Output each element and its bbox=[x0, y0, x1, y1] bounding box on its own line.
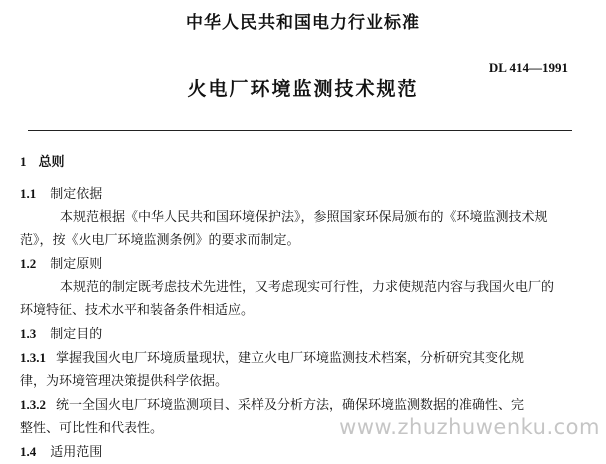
paragraph-line: 环境特征、技术水平和装备条件相适应。 bbox=[20, 303, 255, 318]
section-heading-1-3 bbox=[20, 322, 576, 346]
clause-text: 统一全国火电厂环境监测项目、采样及分析方法，确保环境监测数据的准确性、完 bbox=[56, 398, 525, 413]
site-watermark: www.zhuzhuwenku.com bbox=[339, 415, 600, 439]
section-heading-1-2 bbox=[20, 252, 576, 276]
section-title: 制定依据 bbox=[50, 187, 103, 202]
document-title: 火电厂环境监测技术规范 bbox=[187, 78, 419, 100]
header-divider bbox=[28, 130, 572, 131]
section-number: 1.3 bbox=[20, 326, 37, 341]
section-number: 1 bbox=[20, 154, 27, 169]
section-heading-1-4 bbox=[20, 440, 576, 464]
standard-code: DL 414—1991 bbox=[488, 60, 568, 75]
clause-1-3-1 bbox=[20, 346, 576, 370]
section-number: 1.4 bbox=[20, 444, 37, 459]
section-number: 1.1 bbox=[20, 186, 37, 201]
paragraph-line: 本规范的制定既考虑技术先进性，又考虑现实可行性，力求使规范内容与我国火电厂的 bbox=[60, 280, 555, 295]
clause-number: 1.3.1 bbox=[20, 350, 46, 365]
clause-1-3-2 bbox=[20, 393, 576, 417]
section-heading-1-1 bbox=[20, 182, 576, 206]
section-title: 制定目的 bbox=[50, 327, 103, 342]
paragraph-line: 律，为环境管理决策提供科学依据。 bbox=[20, 374, 229, 389]
clause-text: 掌握我国火电厂环境质量现状，建立火电厂环境监测技术档案，分析研究其变化规 bbox=[56, 351, 525, 366]
standard-body-heading: 中华人民共和国电力行业标准 bbox=[186, 13, 420, 33]
section-title: 制定原则 bbox=[50, 257, 103, 272]
paragraph-line: 范》，按《火电厂环境监测条例》的要求而制定。 bbox=[20, 233, 300, 248]
paragraph-line: 整性、可比性和代表性。 bbox=[20, 421, 164, 436]
section-number: 1.2 bbox=[20, 256, 37, 271]
clause-number: 1.3.2 bbox=[20, 397, 46, 412]
paragraph-line: 本规范根据《中华人民共和国环境保护法》，参照国家环保局颁布的《环境监测技术规 bbox=[60, 210, 548, 225]
section-title: 总则 bbox=[38, 155, 65, 170]
section-title: 适用范围 bbox=[50, 445, 103, 460]
section-heading-1 bbox=[20, 150, 576, 174]
